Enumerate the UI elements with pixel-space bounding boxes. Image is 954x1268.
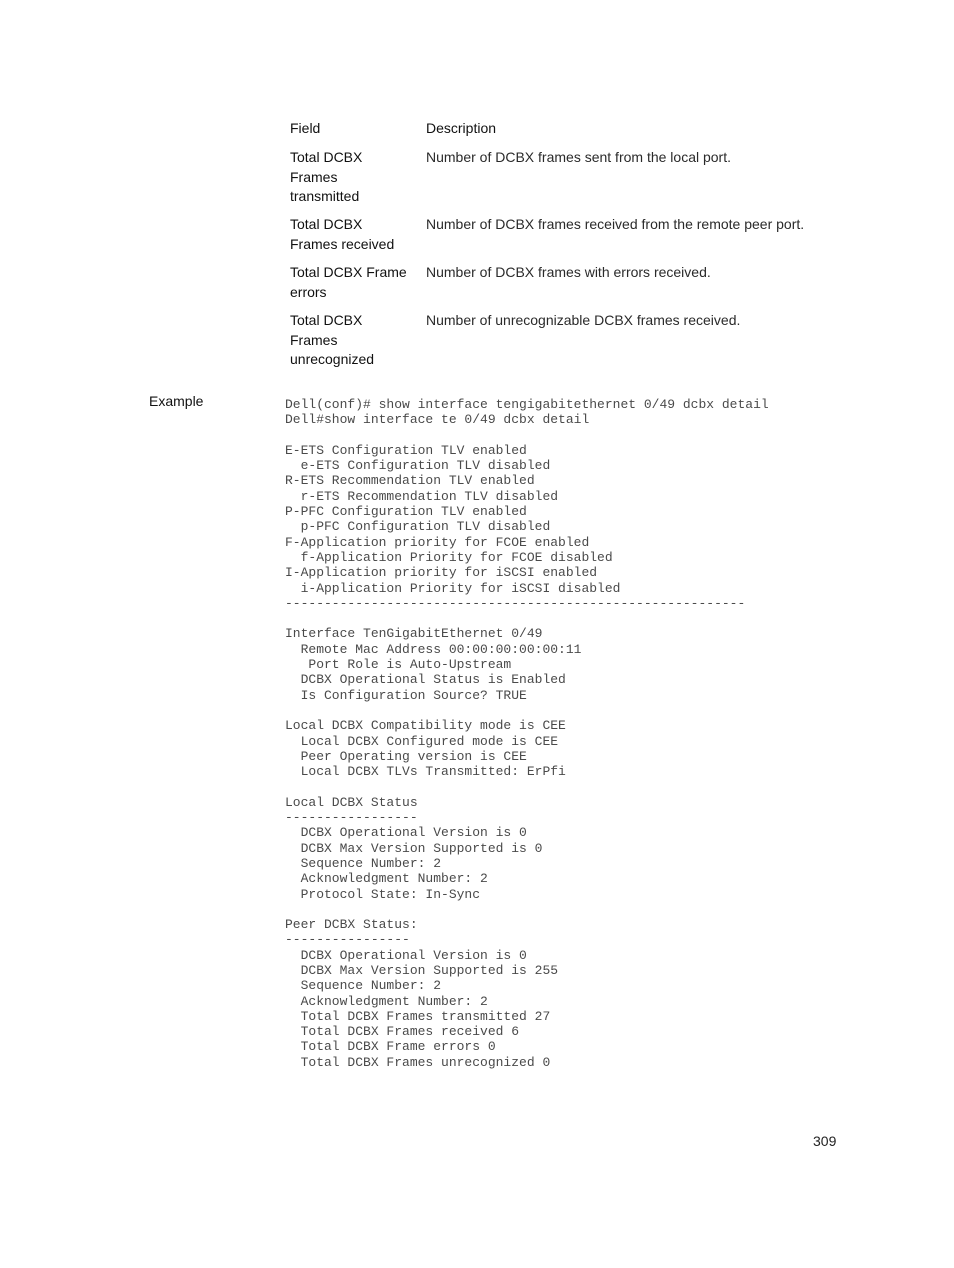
description-cell: Number of unrecognizable DCBX frames received. <box>426 312 741 328</box>
table-row <box>290 148 820 215</box>
code-line: Protocol State: In-Sync <box>285 886 481 902</box>
code-line: Sequence Number: 2 <box>285 978 442 994</box>
code-line: r-ETS Recommendation TLV disabled <box>285 488 559 504</box>
code-line: DCBX Max Version Supported is 0 <box>285 840 543 856</box>
code-line: DCBX Operational Version is 0 <box>285 825 527 841</box>
code-line: Local DCBX Status <box>285 794 418 810</box>
field-cell: Total DCBX Frames transmitted <box>290 149 363 204</box>
code-line: Acknowledgment Number: 2 <box>285 993 488 1009</box>
page-number: 309 <box>813 1133 837 1149</box>
code-line <box>285 902 845 917</box>
header-description: Description <box>426 120 497 136</box>
code-line: Interface TenGigabitEthernet 0/49 <box>285 626 543 642</box>
code-line: P-PFC Configuration TLV enabled <box>285 504 527 520</box>
code-line: ---------------- <box>285 932 410 948</box>
code-line: Local DCBX Configured mode is CEE <box>285 733 559 749</box>
code-line: Dell#show interface te 0/49 dcbx detail <box>285 412 590 428</box>
code-line <box>285 779 845 794</box>
code-line: Sequence Number: 2 <box>285 855 442 871</box>
code-line: Local DCBX TLVs Transmitted: ErPfi <box>285 764 566 780</box>
code-line: DCBX Max Version Supported is 255 <box>285 962 559 978</box>
code-line: Total DCBX Frame errors 0 <box>285 1039 496 1055</box>
code-line: Acknowledgment Number: 2 <box>285 871 488 887</box>
code-line: Dell(conf)# show interface tengigabitethernet 0/49 dcbx detail <box>285 397 769 412</box>
code-line: Total DCBX Frames received 6 <box>285 1024 520 1040</box>
code-line: I-Application priority for iSCSI enabled <box>285 565 598 581</box>
code-line: Is Configuration Source? TRUE <box>285 687 527 703</box>
code-line: f-Application Priority for FCOE disabled <box>285 549 613 565</box>
code-line: F-Application priority for FCOE enabled <box>285 534 590 550</box>
code-line: e-ETS Configuration TLV disabled <box>285 458 551 474</box>
code-line <box>285 703 845 718</box>
header-field: Field <box>290 120 321 136</box>
code-line: DCBX Operational Status is Enabled <box>285 672 566 688</box>
code-line: ----------------- <box>285 810 418 826</box>
example-label: Example <box>149 393 204 409</box>
field-cell: Total DCBX Frames received <box>290 216 395 252</box>
code-line <box>285 428 845 443</box>
code-line: DCBX Operational Version is 0 <box>285 947 527 963</box>
description-cell: Number of DCBX frames received from the remote peer port. <box>426 216 805 232</box>
code-line: Port Role is Auto-Upstream <box>285 657 512 673</box>
field-cell: Total DCBX Frame errors <box>290 264 407 300</box>
code-line: p-PFC Configuration TLV disabled <box>285 519 551 535</box>
example-code-block <box>285 397 845 1070</box>
code-line <box>285 611 845 626</box>
code-line: i-Application Priority for iSCSI disabled <box>285 580 621 596</box>
code-line: R-ETS Recommendation TLV enabled <box>285 473 535 489</box>
code-line: Local DCBX Compatibility mode is CEE <box>285 718 566 734</box>
field-description-table <box>290 119 820 375</box>
code-line: Peer Operating version is CEE <box>285 748 527 764</box>
table-header-row <box>290 119 820 148</box>
code-line: ----------------------------------------------------------- <box>285 595 746 611</box>
field-cell: Total DCBX Frames unrecognized <box>290 312 375 367</box>
description-cell: Number of DCBX frames sent from the local port. <box>426 149 731 165</box>
table-row <box>290 263 820 311</box>
code-line: Remote Mac Address 00:00:00:00:00:11 <box>285 641 582 657</box>
code-line: Peer DCBX Status: <box>285 917 418 933</box>
code-line: E-ETS Configuration TLV enabled <box>285 442 527 458</box>
table-row <box>290 311 820 375</box>
table-row <box>290 215 820 263</box>
code-line: Total DCBX Frames unrecognized 0 <box>285 1054 551 1070</box>
code-line: Total DCBX Frames transmitted 27 <box>285 1008 551 1024</box>
description-cell: Number of DCBX frames with errors received. <box>426 264 711 280</box>
